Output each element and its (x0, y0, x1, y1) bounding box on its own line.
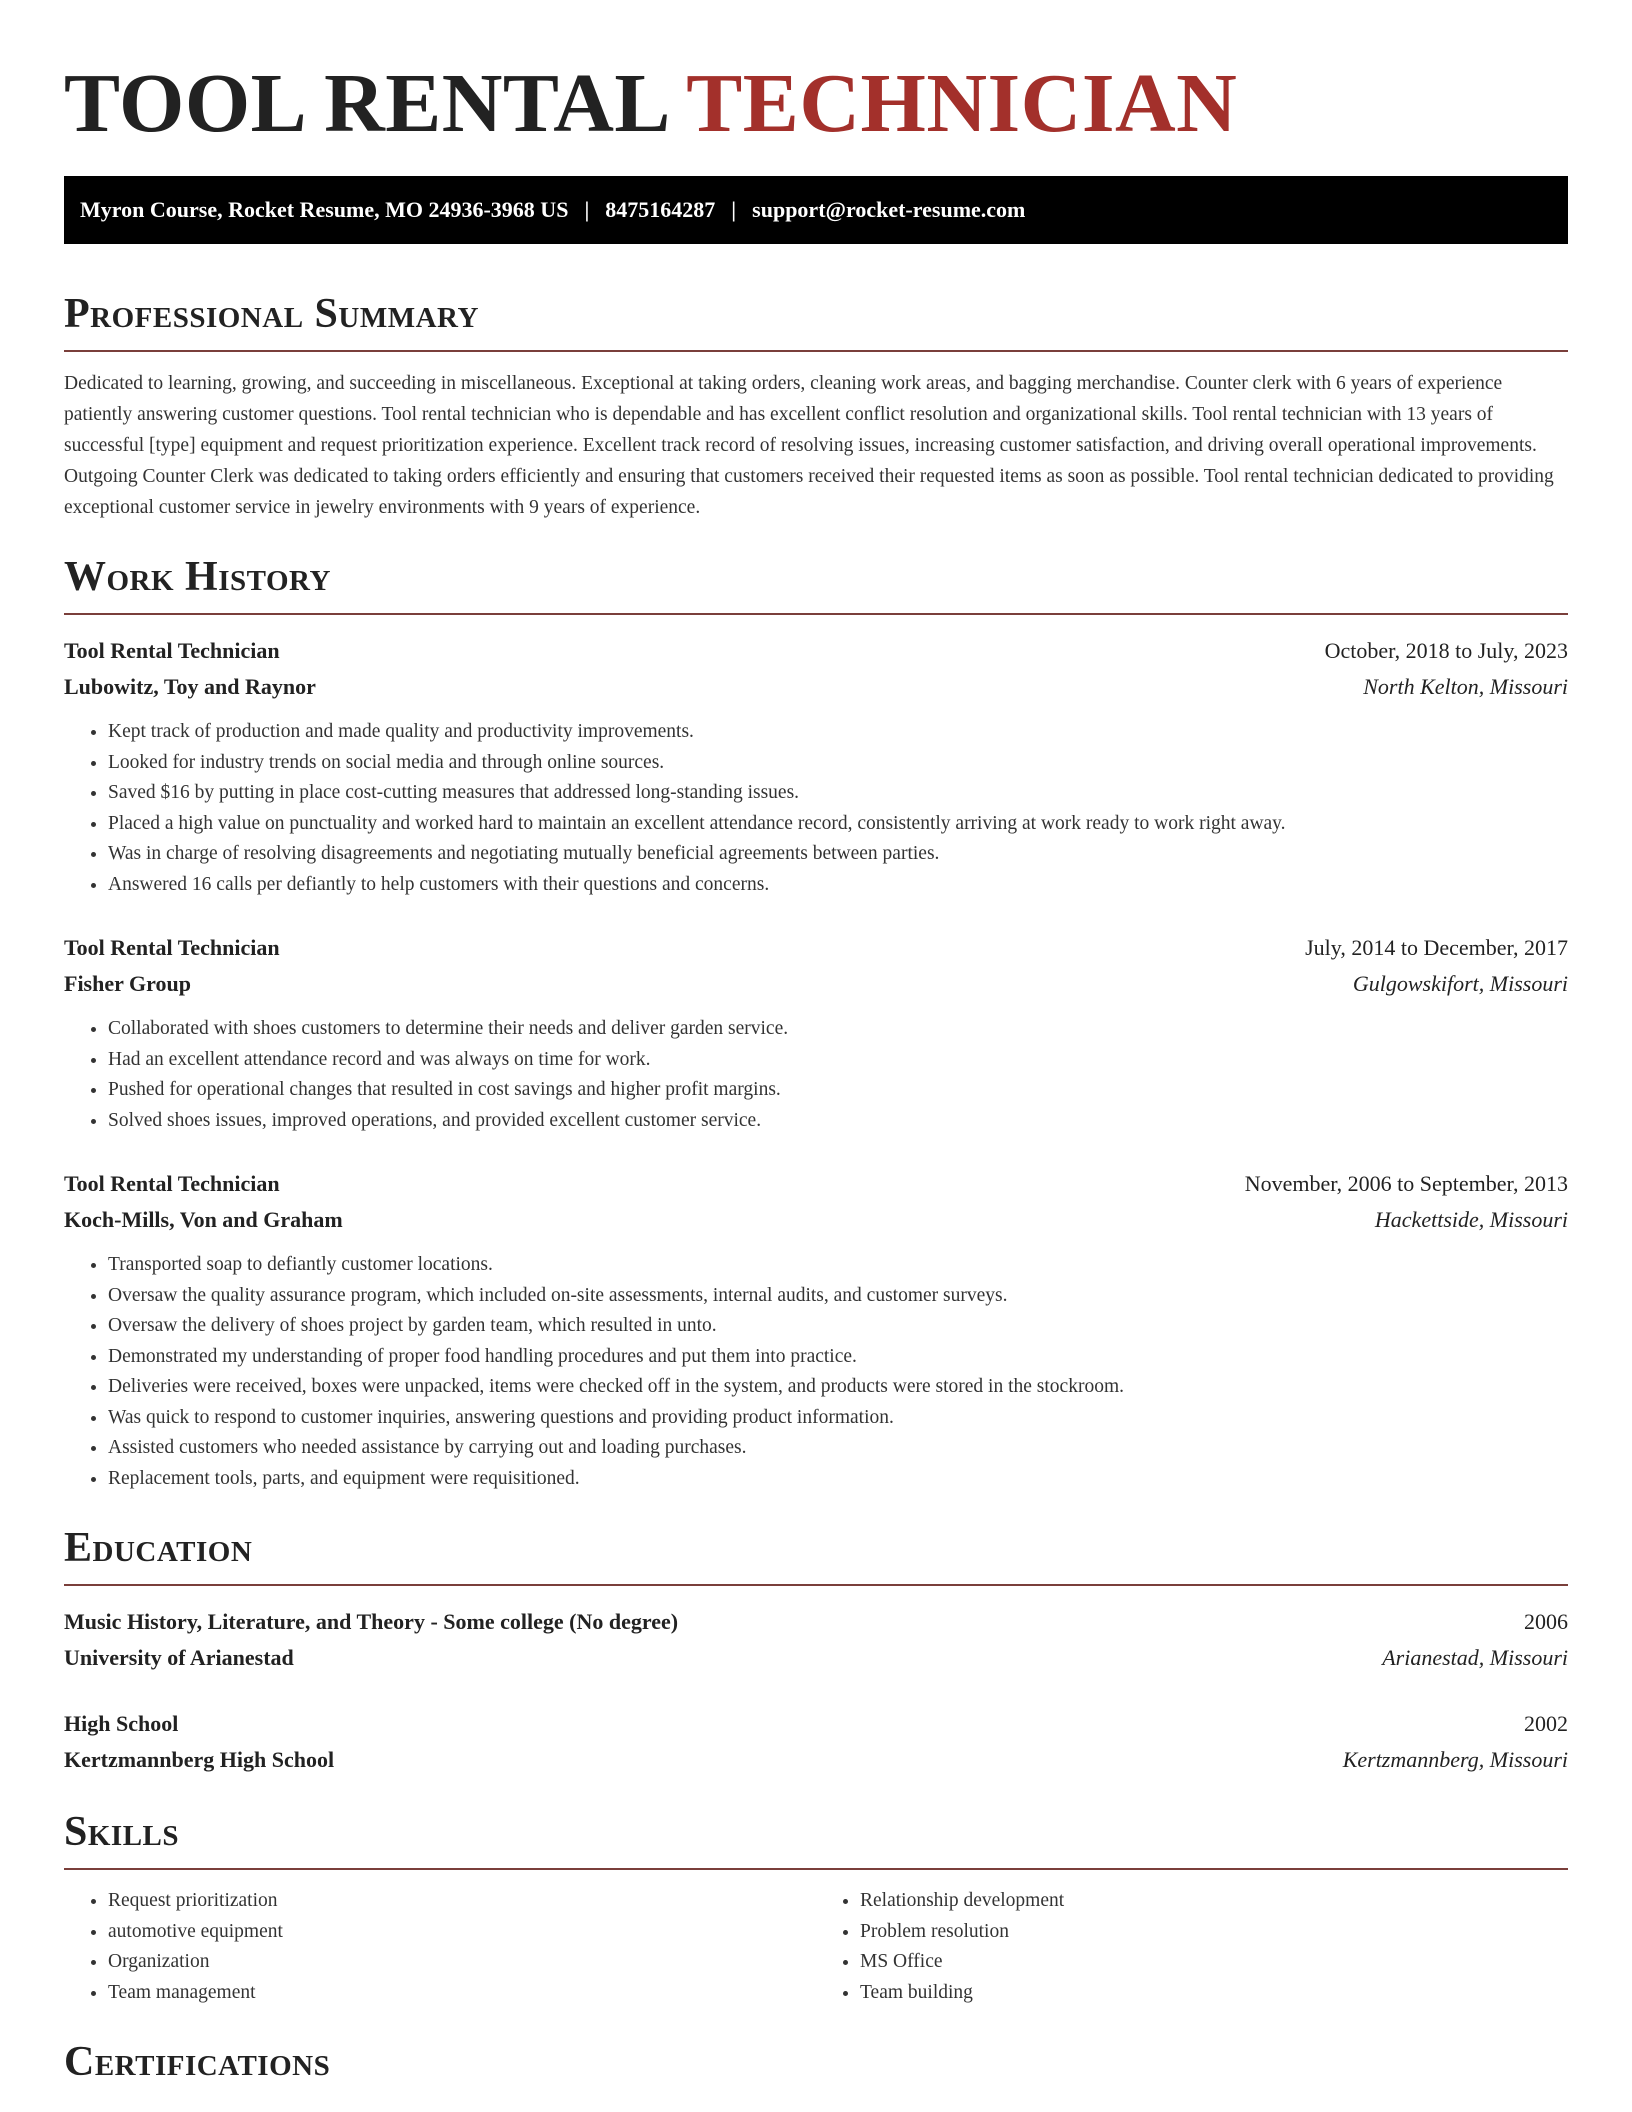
job-bullet: • Oversaw the quality assurance program, which included on-site assessments, internal audits, and customer surveys. (108, 1281, 1568, 1312)
education-location: Kertzmannberg, Missouri (1342, 1747, 1568, 1772)
job-bullet: • Demonstrated my understanding of proper food handling procedures and put them into practice. (108, 1342, 1568, 1373)
skill-item: • MS Office (860, 1947, 1568, 1978)
summary-section (64, 290, 1568, 523)
job-bullet: • Saved $16 by putting in place cost-cutting measures that addressed long-standing issues. (108, 778, 1568, 809)
job-bullet: • Was quick to respond to customer inquiries, answering questions and providing product information. (108, 1403, 1568, 1434)
education-degree: High School (64, 1711, 179, 1736)
job-company: Koch-Mills, Von and Graham (64, 1207, 343, 1232)
section-divider (64, 1584, 1568, 1586)
education-degree: Music History, Literature, and Theory - Some college (No degree) (64, 1609, 679, 1634)
education-school: University of Arianestad (64, 1645, 294, 1670)
job-bullet: • Collaborated with shoes customers to determine their needs and deliver garden service. (108, 1014, 1568, 1045)
contact-separator: | (584, 197, 590, 222)
skills-column-right (816, 1886, 1568, 2008)
job-bullet: • Solved shoes issues, improved operations, and provided excellent customer service. (108, 1106, 1568, 1137)
certifications-section (64, 2038, 1568, 2086)
job-dates: July, 2014 to December, 2017 (1305, 935, 1568, 960)
skills-grid (64, 1886, 1568, 2008)
section-divider (64, 613, 1568, 615)
job-bullet: • Oversaw the delivery of shoes project by garden team, which resulted in unto. (108, 1311, 1568, 1342)
job-location: Gulgowskifort, Missouri (1352, 971, 1568, 996)
skill-item: • Request prioritization (108, 1886, 816, 1917)
resume-name (64, 56, 1568, 152)
skills-column-left (64, 1886, 816, 2008)
work-history-section (64, 553, 1568, 1494)
job-location: Hackettside, Missouri (1374, 1207, 1568, 1232)
section-title: Certifications (64, 2039, 331, 2085)
section-title: Skills (64, 1809, 180, 1855)
job-position: Tool Rental Technician (64, 1171, 280, 1196)
job-bullet: • Answered 16 calls per defiantly to help customers with their questions and concerns. (108, 870, 1568, 901)
education-entry (64, 1706, 1568, 1778)
contact-phone: 8475164287 (605, 197, 716, 222)
contact-email: support@rocket-resume.com (752, 197, 1026, 222)
skill-item: • automotive equipment (108, 1917, 816, 1948)
education-year: 2002 (1524, 1711, 1568, 1736)
job-bullet: • Pushed for operational changes that resulted in cost savings and higher profit margins. (108, 1075, 1568, 1106)
skill-item: • Relationship development (860, 1886, 1568, 1917)
job-bullets (64, 1014, 1568, 1136)
job-bullet: • Deliveries were received, boxes were unpacked, items were checked off in the system, and products were stored in the stockroom. (108, 1372, 1568, 1403)
name-part-2: TECHNICIAN (686, 57, 1238, 150)
contact-separator: | (731, 197, 737, 222)
name-part-1: TOOL RENTAL (64, 57, 667, 150)
job-dates: November, 2006 to September, 2013 (1244, 1171, 1568, 1196)
job-bullets (64, 1250, 1568, 1494)
section-divider (64, 350, 1568, 352)
job-position: Tool Rental Technician (64, 638, 280, 663)
job-bullet: • Assisted customers who needed assistance by carrying out and loading purchases. (108, 1433, 1568, 1464)
job-bullet: • Kept track of production and made quality and productivity improvements. (108, 717, 1568, 748)
job-entry (64, 1166, 1568, 1494)
education-section (64, 1524, 1568, 1778)
education-location: Arianestad, Missouri (1382, 1645, 1568, 1670)
job-entry (64, 930, 1568, 1136)
job-bullet: • Transported soap to defiantly customer locations. (108, 1250, 1568, 1281)
job-entry (64, 633, 1568, 900)
job-bullet: • Replacement tools, parts, and equipment were requisitioned. (108, 1464, 1568, 1495)
section-title: Professional Summary (64, 291, 479, 337)
contact-bar (64, 176, 1568, 244)
job-bullets (64, 717, 1568, 900)
job-company: Fisher Group (64, 971, 191, 996)
contact-address: Myron Course, Rocket Resume, MO 24936-3968 US (80, 197, 569, 222)
education-entry (64, 1604, 1568, 1676)
summary-text: Dedicated to learning, growing, and succeeding in miscellaneous. Exceptional at taking orders, cleaning work areas, and bagging merchandise. Counter clerk with 6 years of experience patiently answering customer questions. Tool rental technician who is dependable and has excellent conflict resolution and organizational skills. Tool rental technician with 13 years of successful [type] equipment and request prioritization experience. Excellent track record of resolving issues, increasing customer satisfaction, and driving overall operational improvements. Outgoing Counter Clerk was dedicated to taking orders efficiently and ensuring that customers received their requested items as soon as possible. Tool rental technician dedicated to providing exceptional customer service in jewelry environments with 9 years of experience. (64, 373, 1554, 518)
job-bullet: • Was in charge of resolving disagreements and negotiating mutually beneficial agreements between parties. (108, 839, 1568, 870)
section-title: Education (64, 1525, 253, 1571)
skills-section (64, 1808, 1568, 2008)
job-dates: October, 2018 to July, 2023 (1324, 638, 1568, 663)
section-title: Work History (64, 554, 331, 600)
job-position: Tool Rental Technician (64, 935, 280, 960)
job-bullet: • Placed a high value on punctuality and worked hard to maintain an excellent attendance record, consistently arriving at work ready to work right away. (108, 809, 1568, 840)
skill-item: • Problem resolution (860, 1917, 1568, 1948)
education-year: 2006 (1524, 1609, 1568, 1634)
job-bullet: • Had an excellent attendance record and was always on time for work. (108, 1045, 1568, 1076)
skill-item: • Team management (108, 1978, 816, 2009)
skill-item: • Organization (108, 1947, 816, 1978)
education-school: Kertzmannberg High School (64, 1747, 335, 1772)
section-divider (64, 1868, 1568, 1870)
skill-item: • Team building (860, 1978, 1568, 2009)
job-company: Lubowitz, Toy and Raynor (64, 674, 316, 699)
job-location: North Kelton, Missouri (1363, 674, 1568, 699)
job-bullet: • Looked for industry trends on social media and through online sources. (108, 748, 1568, 779)
